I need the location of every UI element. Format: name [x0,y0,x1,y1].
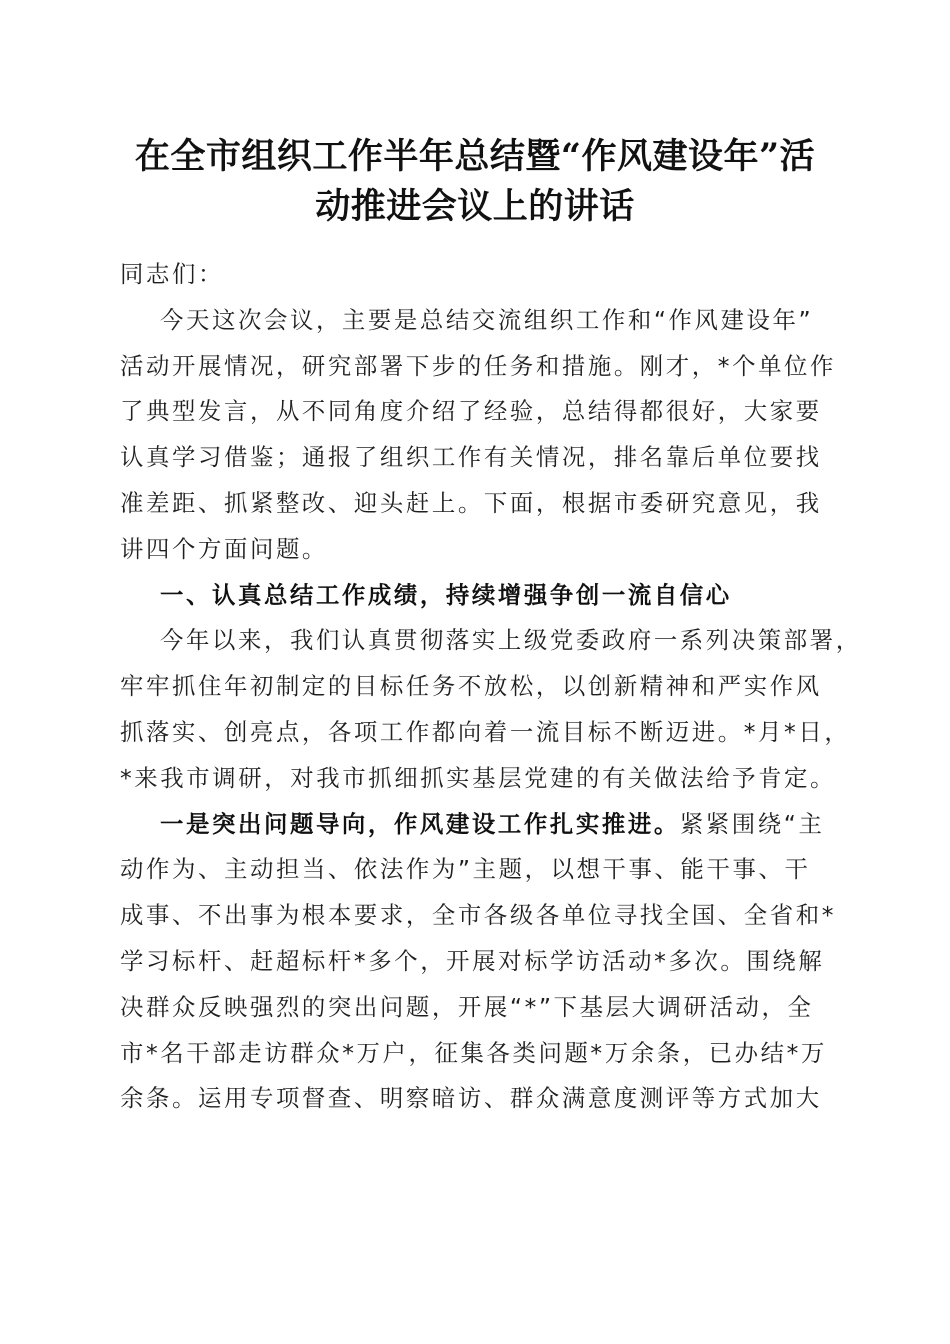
paragraph-line: 抓落实、创亮点，各项工作都向着一流目标不断迈进。*月*日， [120,717,851,746]
paragraph-line: 讲四个方面问题。 [120,534,328,563]
lead-line-rest: 紧紧围绕“主 [679,809,825,838]
paragraph-line: 今天这次会议，主要是总结交流组织工作和“作风建设年” [160,305,814,334]
paragraph-line: 今年以来，我们认真贯彻落实上级党委政府一系列决策部署， [160,626,862,655]
paragraph-line: 决群众反映强烈的突出问题，开展“*”下基层大调研活动，全 [120,992,814,1021]
section-heading-text: 一、认真总结工作成绩，持续增强争创一流自信心 [160,580,732,609]
salutation [120,252,832,298]
paragraph-line [120,802,832,848]
document-body [120,252,862,1122]
intro-paragraph [120,298,837,573]
section-1-heading [120,573,832,619]
title-line-2: 动推进会议上的讲话 [315,186,635,227]
paragraph-line: 牢牢抓住年初制定的目标任务不放松，以创新精神和严实作风 [120,672,822,701]
title-line-1: 在全市组织工作半年总结暨“作风建设年”活 [134,136,816,177]
paragraph-line: 准差距、抓紧整改、迎头赶上。下面，根据市委研究意见，我 [120,488,822,517]
paragraph-line: 动作为、主动担当、依法作为”主题，以想干事、能干事、干 [120,855,811,884]
document-title [100,132,850,232]
paragraph-line: 学习标杆、赶超标杆*多个，开展对标学访活动*多次。围绕解 [120,946,825,975]
paragraph-line: 成事、不出事为根本要求，全市各级各单位寻找全国、全省和* [120,901,837,930]
paragraph-line: 了典型发言，从不同角度介绍了经验，总结得都很好，大家要 [120,397,822,426]
paragraph-line: 市*名干部走访群众*万户，征集各类问题*万余条，已办结*万 [120,1038,827,1067]
section-1-paragraph-1 [120,618,862,801]
paragraph-line: 余条。运用专项督查、明察暗访、群众满意度测评等方式加大 [120,1084,822,1113]
lead-sentence: 一是突出问题导向，作风建设工作扎实推进。 [160,809,680,838]
paragraph-line: 活动开展情况，研究部署下步的任务和措施。刚才，*个单位作 [120,351,837,380]
paragraph-line: 认真学习借鉴；通报了组织工作有关情况，排名靠后单位要找 [120,443,822,472]
salutation-text: 同志们： [120,260,224,288]
section-1-paragraph-2 [120,802,837,1123]
paragraph-line: *来我市调研，对我市抓细抓实基层党建的有关做法给予肯定。 [120,763,837,792]
